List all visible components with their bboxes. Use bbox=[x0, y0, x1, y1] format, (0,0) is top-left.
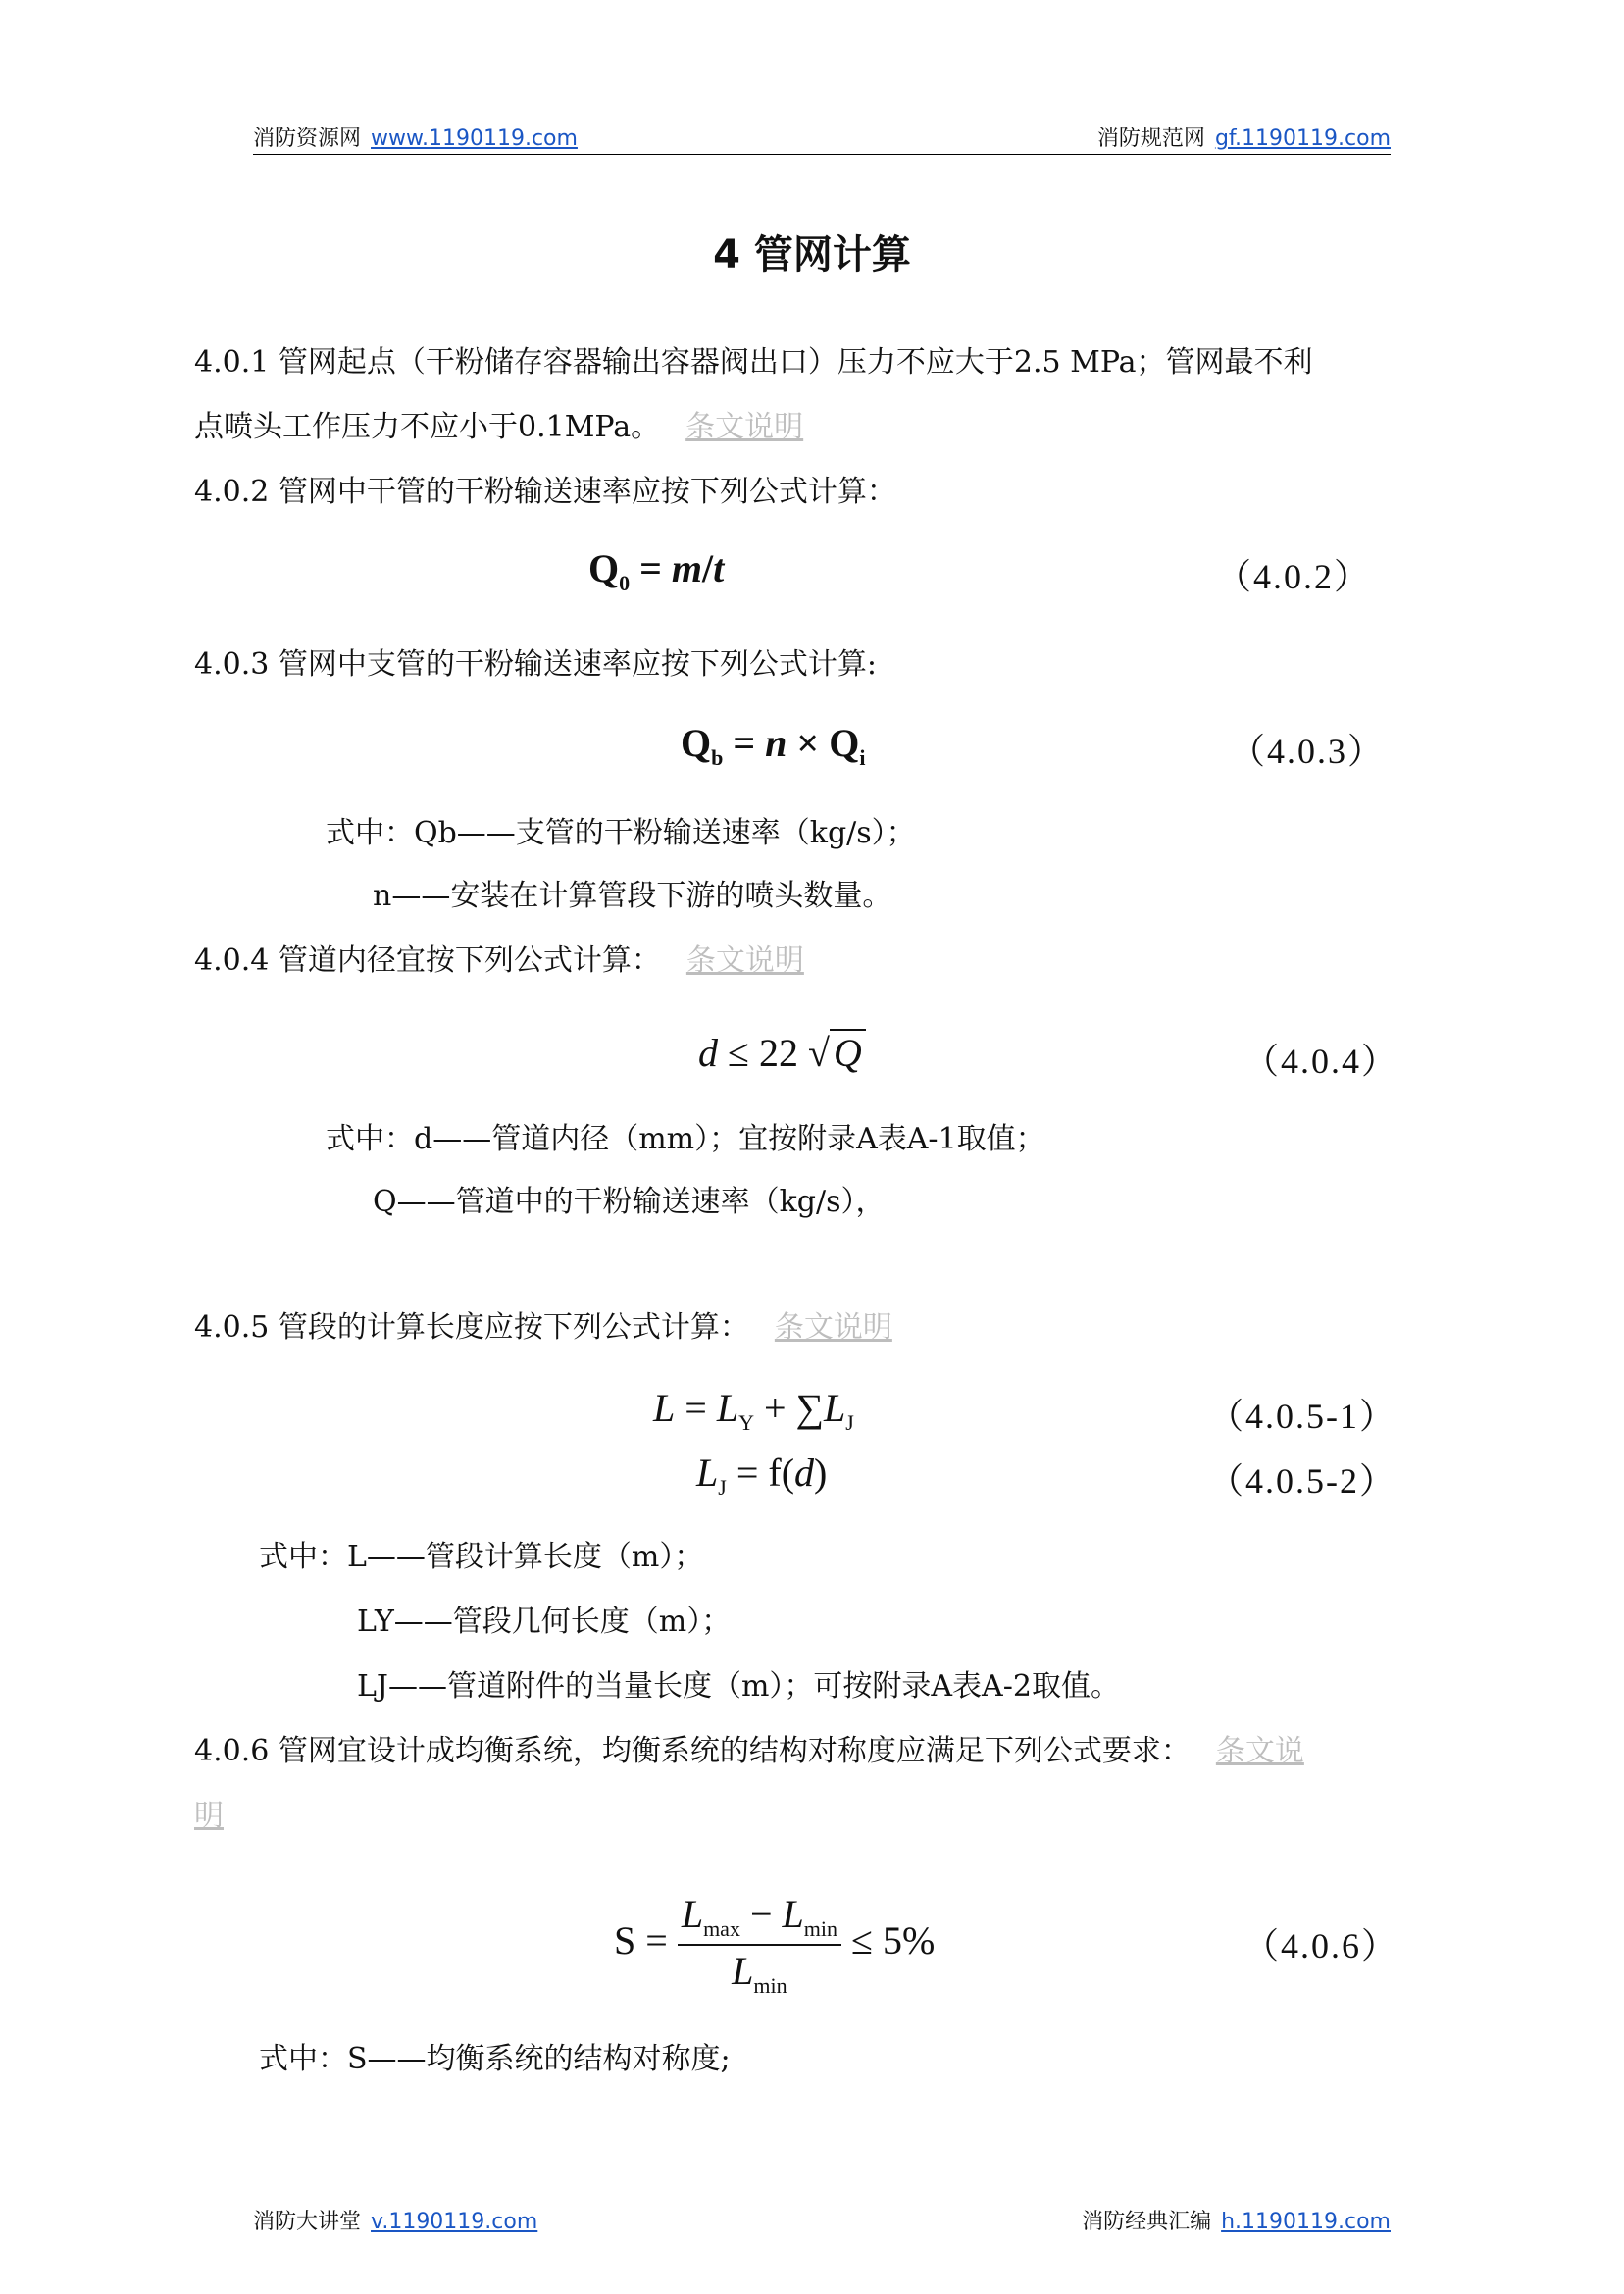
where-l: 式中：L——管段计算长度（m）； bbox=[259, 1540, 704, 1574]
equation-4-0-3: $Q_b = n \times Q_i$ bbox=[681, 721, 866, 770]
note-link-4-0-6[interactable]: 条文说 bbox=[1215, 1734, 1304, 1768]
where-lj: LJ——管道附件的当量长度（m）；可按附录A表A-2取值。 bbox=[357, 1669, 1120, 1704]
footer-right: 消防经典汇编 h.1190119.com bbox=[1082, 2210, 1391, 2234]
clause-4-0-6-note-wrap bbox=[194, 1785, 224, 1848]
equation-4-0-4: d ≤ 22 √ Q bbox=[698, 1030, 866, 1076]
note-link-4-0-4[interactable]: 条文说明 bbox=[685, 943, 804, 978]
equation-number-4-0-5-2: （4.0.5-2） bbox=[1208, 1461, 1396, 1501]
clause-4-0-3: 4.0.3 管网中支管的干粉输送速率应按下列公式计算: bbox=[194, 647, 877, 682]
equation-number-4-0-3: （4.0.3） bbox=[1230, 732, 1386, 771]
where-d: 式中：d——管道内径（mm）；宜按附录A表A-1取值； bbox=[326, 1122, 1045, 1156]
equation-number-4-0-5-1: （4.0.5-1） bbox=[1208, 1397, 1396, 1436]
footer-right-link[interactable]: h.1190119.com bbox=[1221, 2210, 1391, 2234]
where-qb: 式中：Qb——支管的干粉输送速率（kg/s）； bbox=[326, 816, 916, 850]
equation-number-4-0-2: （4.0.2） bbox=[1216, 557, 1372, 596]
clause-4-0-2: 4.0.2 管网中干管的干粉输送速率应按下列公式计算： bbox=[194, 475, 896, 509]
page-header bbox=[253, 122, 1391, 155]
clause-4-0-1-line2: 点喷头工作压力不应小于0.1MPa。 条文说明 bbox=[194, 410, 804, 444]
page-title: 4 管网计算 bbox=[713, 232, 911, 278]
where-q: Q——管道中的干粉输送速率（kg/s）， bbox=[373, 1185, 886, 1219]
equation-4-0-5-2: $L_J = f(d)$ bbox=[696, 1451, 828, 1500]
equation-4-0-6: S = $\frac{L_{max} - L_{min}}{L_{min}}$ ≤ 5% bbox=[614, 1892, 936, 1998]
clause-4-0-5: 4.0.5 管段的计算长度应按下列公式计算： 条文说明 bbox=[194, 1310, 892, 1345]
header-left: 消防资源网 www.1190119.com bbox=[253, 127, 578, 151]
equation-number-4-0-4: （4.0.4） bbox=[1243, 1042, 1399, 1081]
where-n: n——安装在计算管段下游的喷头数量。 bbox=[373, 879, 892, 913]
footer-left: 消防大讲堂 v.1190119.com bbox=[253, 2210, 538, 2234]
equation-number-4-0-6: （4.0.6） bbox=[1243, 1926, 1399, 1965]
note-link-4-0-1[interactable]: 条文说明 bbox=[685, 410, 804, 444]
clause-4-0-4: 4.0.4 管道内径宜按下列公式计算： 条文说明 bbox=[194, 943, 804, 978]
header-left-link[interactable]: www.1190119.com bbox=[371, 127, 578, 151]
header-right: 消防规范网 gf.1190119.com bbox=[1096, 127, 1391, 151]
where-ly: LY——管段几何长度（m）； bbox=[357, 1605, 732, 1639]
equation-4-0-5-1: $L = L_Y + \sum L_J$ bbox=[653, 1386, 854, 1435]
where-s: 式中：S——均衡系统的结构对称度; bbox=[259, 2042, 731, 2076]
footer-left-link[interactable]: v.1190119.com bbox=[371, 2210, 538, 2234]
note-link-4-0-5[interactable]: 条文说明 bbox=[774, 1310, 892, 1345]
header-right-link[interactable]: gf.1190119.com bbox=[1214, 127, 1391, 151]
clause-4-0-1-line1: 4.0.1 管网起点（干粉储存容器输出容器阀出口）压力不应大于2.5 MPa；管网最不利 bbox=[194, 345, 1313, 380]
page-footer bbox=[253, 2205, 1391, 2235]
note-link-4-0-6-cont[interactable]: 明 bbox=[194, 1799, 224, 1833]
clause-4-0-6: 4.0.6 管网宜设计成均衡系统，均衡系统的结构对称度应满足下列公式要求： 条文说 bbox=[194, 1734, 1304, 1768]
equation-4-0-2: $Q_0 = m/t$ bbox=[588, 546, 725, 595]
